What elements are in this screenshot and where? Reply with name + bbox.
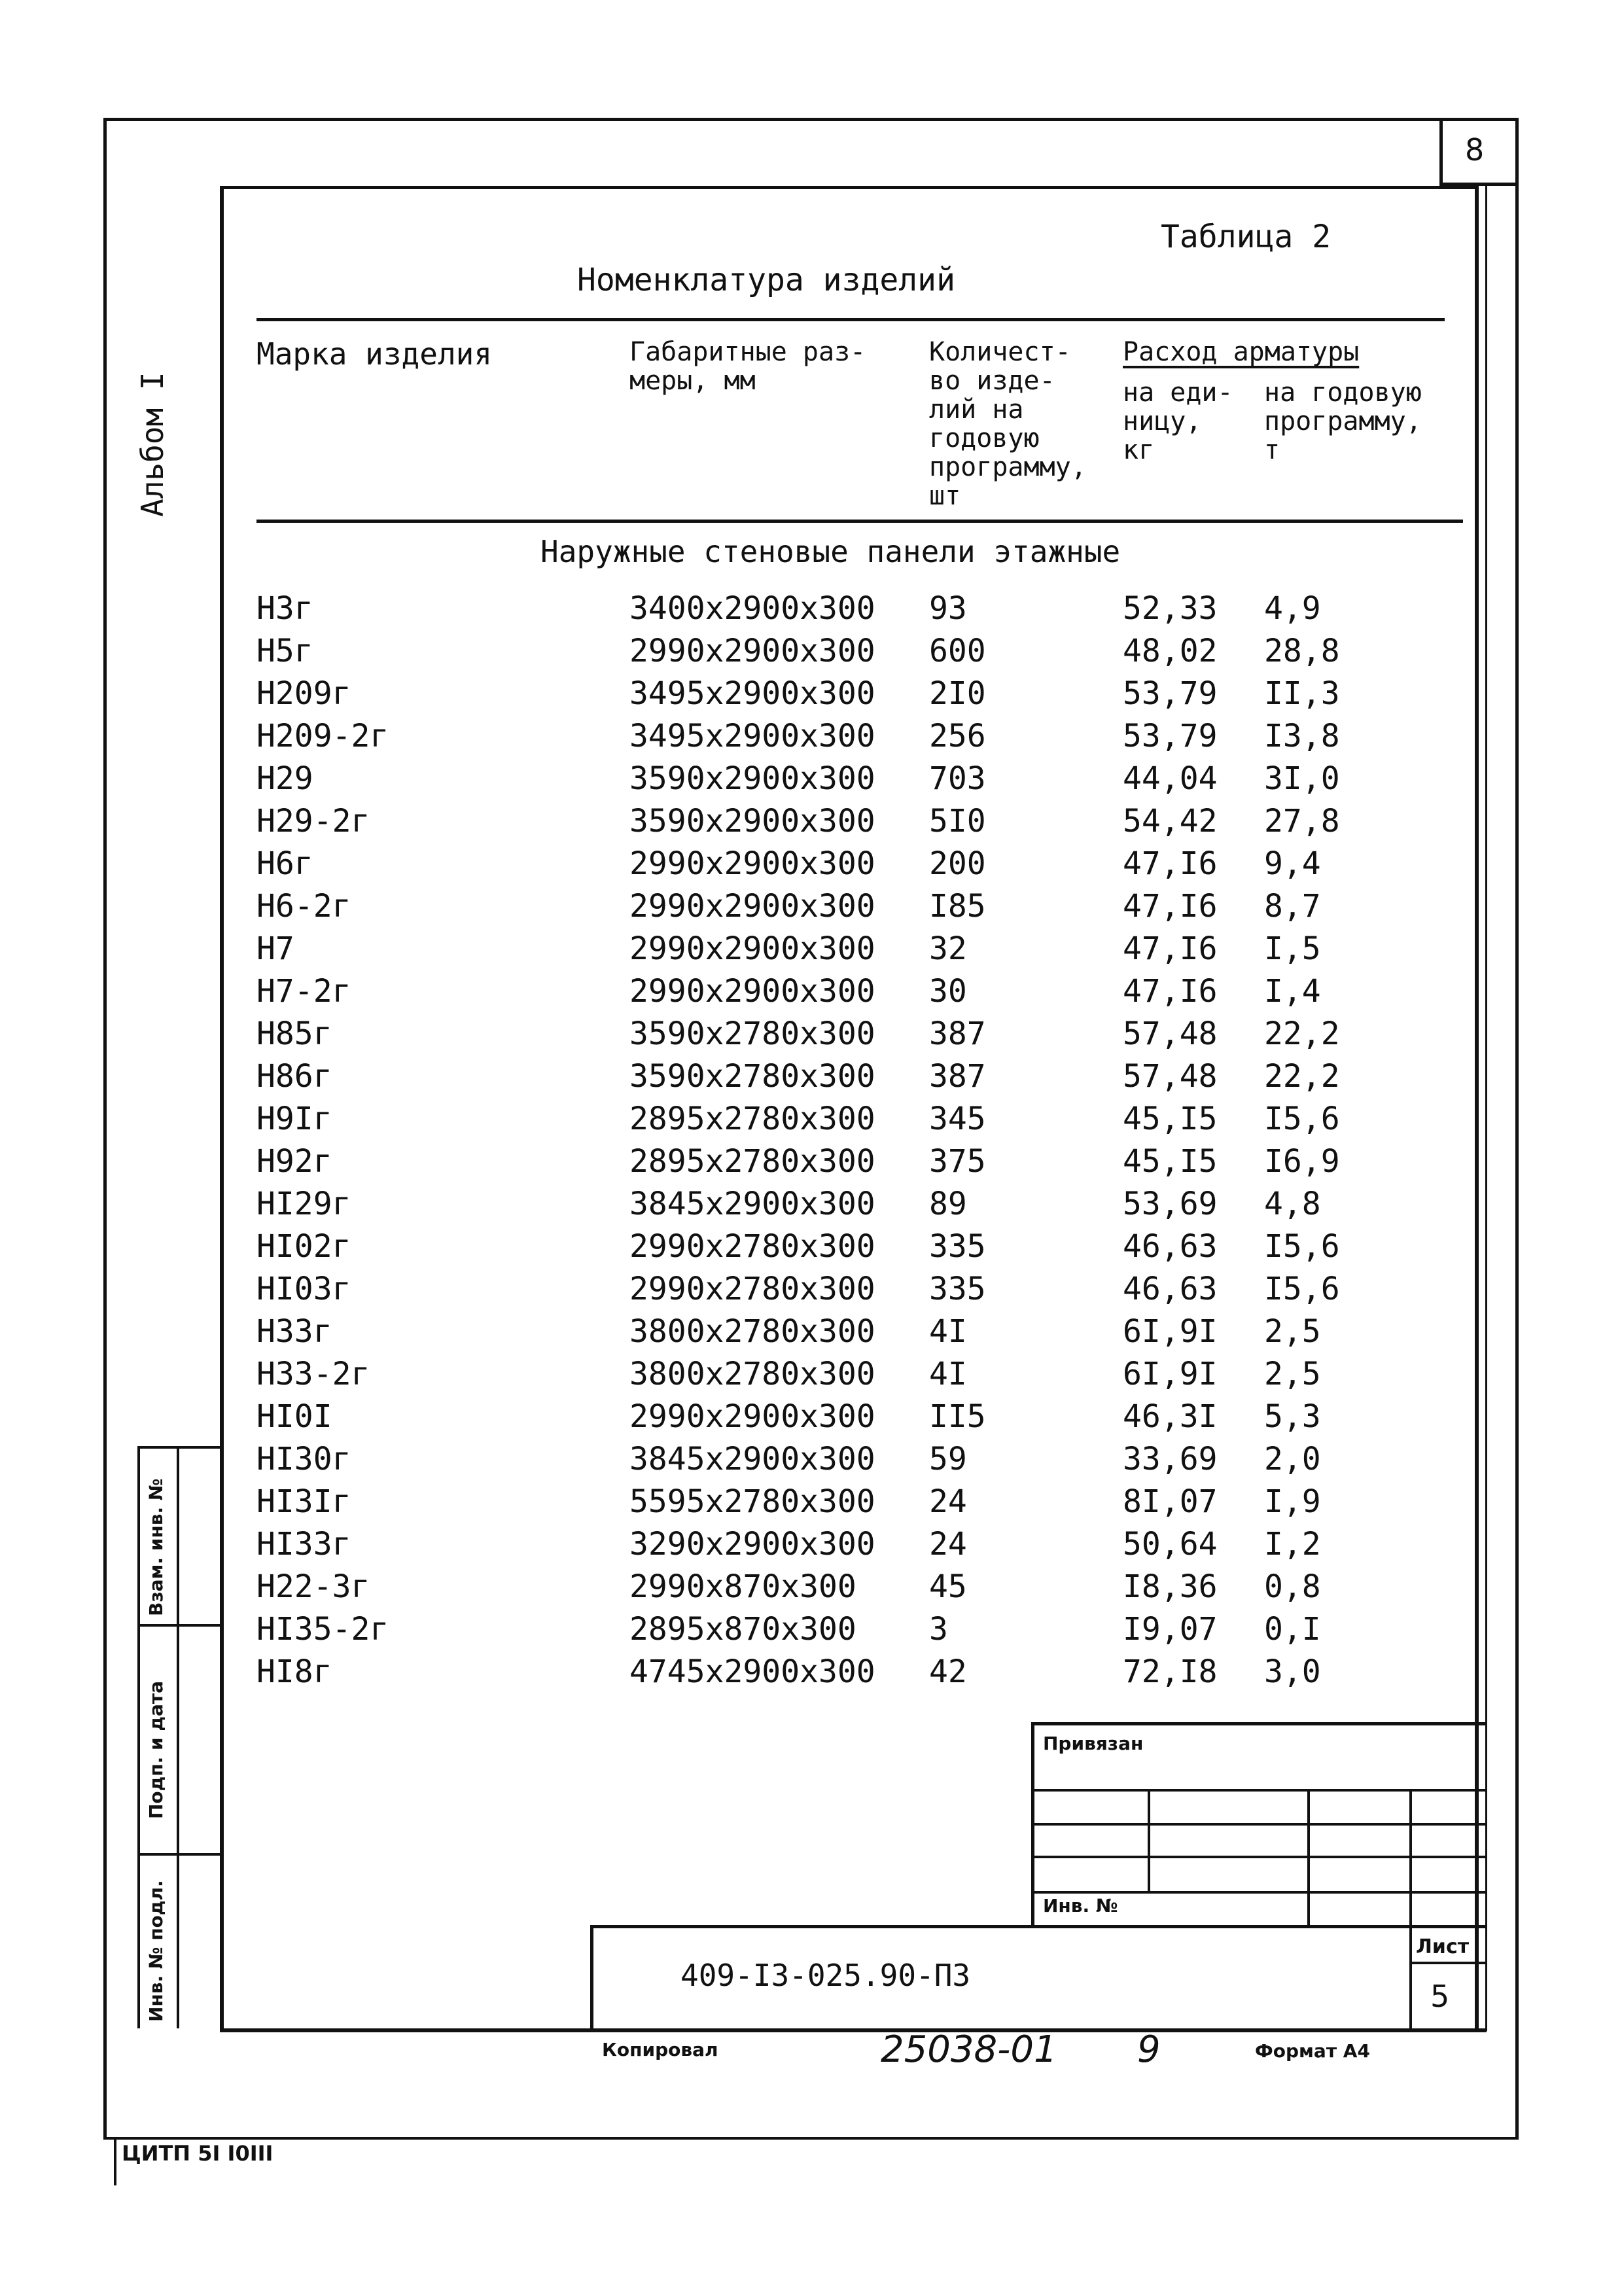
cell-mark: Н7	[256, 930, 294, 967]
cell-dims: 5595х2780х300	[629, 1483, 875, 1520]
cell-mark: Н29-2г	[256, 803, 370, 839]
cell-mark: Н6-2г	[256, 888, 351, 925]
titleblock-vline3	[1409, 1789, 1412, 2028]
stamp-box-sep2	[137, 1853, 222, 1856]
cell-mark: Н85г	[256, 1016, 332, 1052]
cell-per-year: 8,7	[1264, 888, 1321, 925]
list-number: 5	[1430, 1979, 1450, 2014]
cell-per-year: I,5	[1264, 930, 1321, 967]
stamp-box-sep1	[137, 1624, 222, 1627]
sheet-badge	[1439, 120, 1515, 186]
titleblock-vline1	[1148, 1789, 1150, 1891]
cell-dims: 3400х2900х300	[629, 590, 875, 627]
cell-dims: 2895х870х300	[629, 1611, 856, 1648]
cell-dims: 3290х2900х300	[629, 1526, 875, 1563]
table-row	[0, 1566, 1622, 1608]
table-row	[0, 1055, 1622, 1097]
table-row	[0, 1651, 1622, 1693]
cell-qty: II5	[929, 1398, 986, 1435]
header-qty-line: годовую	[929, 423, 1040, 453]
header-per-unit-line: ницу,	[1123, 406, 1202, 436]
list-box-sep	[1409, 1962, 1487, 1964]
table-row	[0, 1481, 1622, 1523]
handwritten-page: 9	[1137, 2028, 1161, 2071]
cell-per-year: I5,6	[1264, 1271, 1340, 1307]
cell-qty: 93	[929, 590, 967, 627]
cell-per-unit: 46,3I	[1123, 1398, 1218, 1435]
cell-per-unit: 45,I5	[1123, 1143, 1218, 1180]
cell-per-unit: 72,I8	[1123, 1653, 1218, 1690]
cell-per-unit: 54,42	[1123, 803, 1218, 839]
outer-frame-bottom	[103, 2137, 1518, 2140]
cell-qty: 5I0	[929, 803, 986, 839]
doccode-top	[590, 1925, 1487, 1928]
cell-per-year: 3I,0	[1264, 760, 1340, 797]
cell-per-year: 4,8	[1264, 1186, 1321, 1222]
table-row	[0, 630, 1622, 672]
cell-dims: 2990х2900х300	[629, 888, 875, 925]
cell-per-year: II,3	[1264, 675, 1340, 712]
stamp-inv-label: Инв. № подл.	[145, 1880, 167, 2022]
cell-per-year: 0,8	[1264, 1568, 1321, 1605]
cell-dims: 2990х2780х300	[629, 1271, 875, 1307]
stamp-podp-label: Подп. и дата	[145, 1680, 167, 1819]
footer-tick	[114, 2140, 116, 2185]
titleblock-hline2	[1031, 1823, 1485, 1826]
cell-per-year: 3,0	[1264, 1653, 1321, 1690]
cell-dims: 3495х2900х300	[629, 675, 875, 712]
cell-dims: 3800х2780х300	[629, 1356, 875, 1392]
cell-per-year: I5,6	[1264, 1101, 1340, 1137]
table-row	[0, 1013, 1622, 1055]
cell-qty: 387	[929, 1058, 986, 1095]
header-dims-line: Габаритные раз-	[629, 337, 866, 367]
cell-per-year: 4,9	[1264, 590, 1321, 627]
cell-per-year: 22,2	[1264, 1016, 1340, 1052]
inner-frame-top	[221, 186, 1477, 189]
stamp-box-top	[137, 1446, 222, 1449]
cell-per-unit: 6I,9I	[1123, 1356, 1218, 1392]
header-qty-line: Количест-	[929, 337, 1071, 367]
cell-qty: 2I0	[929, 675, 986, 712]
cell-per-unit: 8I,07	[1123, 1483, 1218, 1520]
table-row	[0, 1226, 1622, 1267]
cell-qty: 335	[929, 1271, 986, 1307]
header-dims	[629, 338, 866, 395]
table-row	[0, 928, 1622, 970]
cell-per-year: 0,I	[1264, 1611, 1321, 1648]
sheet-badge-number: 8	[1465, 132, 1485, 168]
cell-mark: Н33-2г	[256, 1356, 370, 1392]
header-consumption: Расход арматуры	[1123, 337, 1360, 367]
table-row	[0, 1140, 1622, 1182]
header-qty-line: программу,	[929, 452, 1087, 482]
table-row	[0, 1311, 1622, 1352]
cell-qty: 89	[929, 1186, 967, 1222]
cell-qty: 24	[929, 1483, 967, 1520]
titleblock-hline4	[1031, 1891, 1485, 1894]
cell-qty: 30	[929, 973, 967, 1010]
header-mark: Марка изделия	[256, 336, 493, 372]
list-label: Лист	[1416, 1935, 1470, 1958]
handwritten-number: 25038-01	[881, 2028, 1057, 2071]
header-qty-line: шт	[929, 481, 961, 511]
cell-qty: 42	[929, 1653, 967, 1690]
cell-mark: Н29	[256, 760, 313, 797]
header-dims-line: меры, мм	[629, 366, 756, 396]
stamp-box-left	[137, 1446, 140, 2028]
cell-mark: НI0I	[256, 1398, 332, 1435]
cell-mark: НI29г	[256, 1186, 351, 1222]
cell-qty: 703	[929, 760, 986, 797]
cell-mark: НI30г	[256, 1441, 351, 1477]
cell-mark: Н6г	[256, 845, 313, 882]
table-row	[0, 1438, 1622, 1480]
cell-mark: Н7-2г	[256, 973, 351, 1010]
cell-per-unit: 57,48	[1123, 1016, 1218, 1052]
table-row	[0, 758, 1622, 800]
cell-qty: 256	[929, 718, 986, 754]
privyazan-label: Привязан	[1043, 1733, 1144, 1754]
cell-per-year: 27,8	[1264, 803, 1340, 839]
table-row	[0, 1353, 1622, 1395]
cell-per-unit: I8,36	[1123, 1568, 1218, 1605]
cell-per-unit: 47,I6	[1123, 930, 1218, 967]
cell-dims: 2990х870х300	[629, 1568, 856, 1605]
format-label: Формат А4	[1255, 2040, 1370, 2062]
cell-dims: 3845х2900х300	[629, 1441, 875, 1477]
cell-qty: 200	[929, 845, 986, 882]
cell-dims: 2990х2900х300	[629, 1398, 875, 1435]
cell-dims: 2895х2780х300	[629, 1101, 875, 1137]
titleblock-top	[1031, 1722, 1485, 1725]
cell-mark: НI02г	[256, 1228, 351, 1265]
copied-label: Копировал	[602, 2039, 718, 2060]
cell-dims: 3590х2900х300	[629, 803, 875, 839]
cell-mark: Н3г	[256, 590, 313, 627]
cell-per-year: I6,9	[1264, 1143, 1340, 1180]
cell-per-unit: 33,69	[1123, 1441, 1218, 1477]
cell-per-unit: 47,I6	[1123, 888, 1218, 925]
table-row	[0, 588, 1622, 629]
table-row	[0, 1098, 1622, 1140]
cell-mark: Н209г	[256, 675, 351, 712]
header-per-unit-line: на еди-	[1123, 378, 1233, 408]
inv-no-label: Инв. №	[1043, 1895, 1118, 1916]
header-qty	[929, 338, 1087, 510]
cell-mark: НI8г	[256, 1653, 332, 1690]
cell-per-year: I,4	[1264, 973, 1321, 1010]
table-row	[0, 715, 1622, 757]
cell-per-year: I,9	[1264, 1483, 1321, 1520]
cell-dims: 3590х2780х300	[629, 1016, 875, 1052]
table-row	[0, 1608, 1622, 1650]
cell-dims: 2990х2900х300	[629, 930, 875, 967]
cell-per-year: 22,2	[1264, 1058, 1340, 1095]
cell-per-unit: 53,69	[1123, 1186, 1218, 1222]
cell-per-unit: 48,02	[1123, 633, 1218, 669]
header-per-year	[1264, 378, 1422, 465]
cell-qty: 600	[929, 633, 986, 669]
cell-per-year: 2,5	[1264, 1356, 1321, 1392]
cell-per-unit: 46,63	[1123, 1228, 1218, 1265]
cell-mark: Н22-3г	[256, 1568, 370, 1605]
cell-qty: I85	[929, 888, 986, 925]
cell-per-year: 2,0	[1264, 1441, 1321, 1477]
cell-dims: 2990х2780х300	[629, 1228, 875, 1265]
titleblock-vline2	[1307, 1789, 1310, 1928]
cell-per-unit: 44,04	[1123, 760, 1218, 797]
cell-dims: 4745х2900х300	[629, 1653, 875, 1690]
cell-per-unit: 57,48	[1123, 1058, 1218, 1095]
titleblock-hline3	[1031, 1856, 1485, 1858]
table-row	[0, 1268, 1622, 1310]
cell-per-unit: 6I,9I	[1123, 1313, 1218, 1350]
header-per-year-line: на годовую	[1264, 378, 1422, 408]
cell-per-year: I,2	[1264, 1526, 1321, 1563]
header-rule-top	[256, 318, 1445, 321]
table-row	[0, 1523, 1622, 1565]
cell-mark: НI33г	[256, 1526, 351, 1563]
cell-qty: 59	[929, 1441, 967, 1477]
cell-per-unit: 50,64	[1123, 1526, 1218, 1563]
table-row	[0, 1396, 1622, 1438]
cell-mark: Н9Iг	[256, 1101, 332, 1137]
cell-per-unit: 53,79	[1123, 675, 1218, 712]
cell-dims: 3590х2780х300	[629, 1058, 875, 1095]
cell-mark: Н33г	[256, 1313, 332, 1350]
cell-per-unit: 46,63	[1123, 1271, 1218, 1307]
cell-qty: 345	[929, 1101, 986, 1137]
cell-per-year: I3,8	[1264, 718, 1340, 754]
cell-dims: 3590х2900х300	[629, 760, 875, 797]
cell-per-year: I5,6	[1264, 1228, 1340, 1265]
doccode-left	[590, 1925, 593, 2031]
cell-mark: Н86г	[256, 1058, 332, 1095]
outer-frame-top	[103, 118, 1518, 121]
section-title: Наружные стеновые панели этажные	[540, 534, 1121, 569]
inner-frame-bottom	[220, 2028, 1487, 2032]
cell-qty: 4I	[929, 1313, 967, 1350]
cell-dims: 3800х2780х300	[629, 1313, 875, 1350]
cell-dims: 2895х2780х300	[629, 1143, 875, 1180]
cell-qty: 375	[929, 1143, 986, 1180]
table-row	[0, 1183, 1622, 1225]
page-title: Номенклатура изделий	[577, 262, 955, 298]
footer-printer: ЦИТП 5I I0III	[122, 2141, 273, 2166]
table-row	[0, 885, 1622, 927]
header-qty-line: во изде-	[929, 366, 1055, 396]
cell-per-year: 9,4	[1264, 845, 1321, 882]
stamp-box-mid	[177, 1446, 179, 2028]
cell-per-unit: 52,33	[1123, 590, 1218, 627]
cell-dims: 2990х2900х300	[629, 633, 875, 669]
cell-dims: 2990х2900х300	[629, 845, 875, 882]
doc-code: 409-I3-025.90-ПЗ	[680, 1958, 971, 1993]
cell-mark: НI35-2г	[256, 1611, 389, 1648]
cell-mark: НI3Iг	[256, 1483, 351, 1520]
cell-dims: 3845х2900х300	[629, 1186, 875, 1222]
cell-per-unit: 45,I5	[1123, 1101, 1218, 1137]
cell-qty: 335	[929, 1228, 986, 1265]
cell-mark: Н209-2г	[256, 718, 389, 754]
cell-qty: 32	[929, 930, 967, 967]
table-row	[0, 800, 1622, 842]
cell-mark: НI03г	[256, 1271, 351, 1307]
table-row	[0, 970, 1622, 1012]
stamp-vzam-label: Взам. инв. №	[145, 1478, 167, 1616]
cell-mark: Н5г	[256, 633, 313, 669]
cell-qty: 3	[929, 1611, 948, 1648]
side-album-label: Альбом I	[135, 372, 170, 517]
table-label: Таблица 2	[1161, 219, 1331, 255]
table-row	[0, 843, 1622, 885]
cell-per-year: 2,5	[1264, 1313, 1321, 1350]
cell-qty: 24	[929, 1526, 967, 1563]
header-per-year-line: т	[1264, 435, 1280, 465]
header-per-year-line: программу,	[1264, 406, 1422, 436]
cell-per-year: 5,3	[1264, 1398, 1321, 1435]
cell-mark: Н92г	[256, 1143, 332, 1180]
header-per-unit-line: кг	[1123, 435, 1155, 465]
cell-qty: 387	[929, 1016, 986, 1052]
header-per-unit	[1123, 378, 1233, 465]
cell-per-unit: 47,I6	[1123, 845, 1218, 882]
header-rule-bottom	[256, 520, 1463, 523]
cell-per-unit: 53,79	[1123, 718, 1218, 754]
cell-qty: 45	[929, 1568, 967, 1605]
cell-per-unit: 47,I6	[1123, 973, 1218, 1010]
table-row	[0, 673, 1622, 715]
cell-per-unit: I9,07	[1123, 1611, 1218, 1648]
cell-dims: 3495х2900х300	[629, 718, 875, 754]
cell-per-year: 28,8	[1264, 633, 1340, 669]
cell-qty: 4I	[929, 1356, 967, 1392]
header-qty-line: лий на	[929, 395, 1024, 425]
cell-dims: 2990х2900х300	[629, 973, 875, 1010]
titleblock-hline1	[1031, 1789, 1485, 1792]
